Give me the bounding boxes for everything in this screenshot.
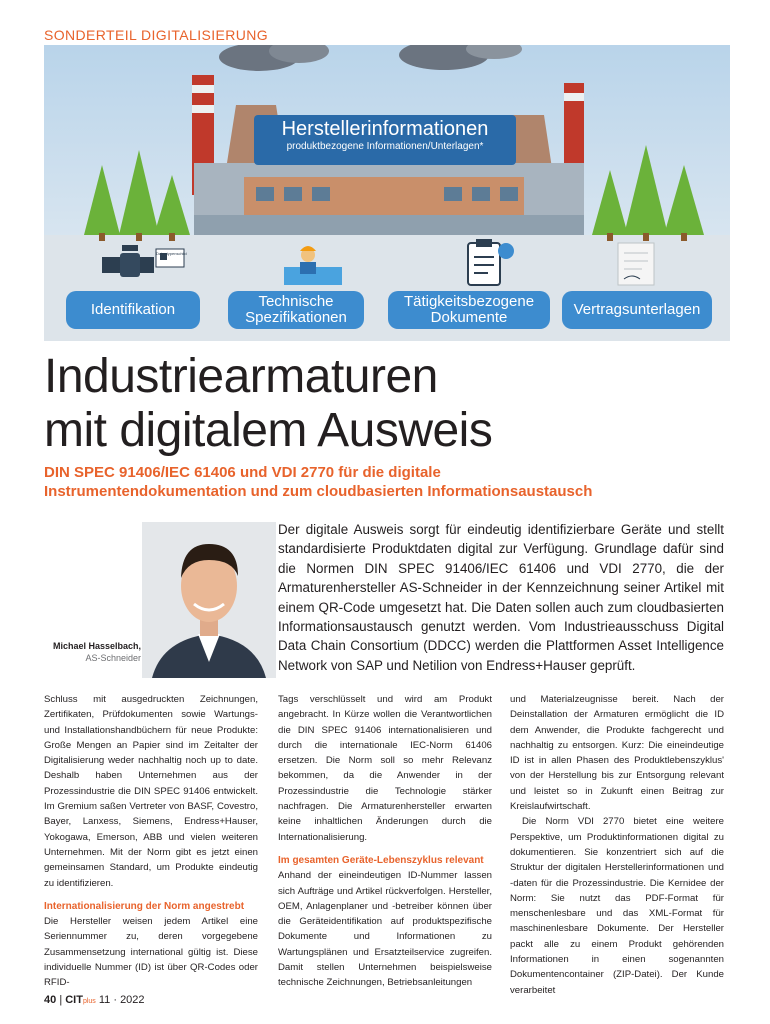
hero-title: Herstellerinformationen — [281, 118, 489, 140]
col2-heading: Im gesamten Geräte-Lebenszyklus relevant — [278, 854, 484, 866]
col3-paragraph-1: und Materialzeugnisse bereit. Nach der Deinstallation der Armaturen ermöglicht die ID dem Anwender, die Produkte fachgerecht und nachhaltig zu entsorgen. Kurz: Die eineindeutige ID ist in allen Phasen des Produktlebenszyklus' von der Herstellung bis zur Entsorgung relevant und leistet so in Zukunft einen Beitrag zur Kreislaufwirtschaft. — [510, 694, 724, 813]
body-column-2 — [278, 692, 492, 991]
footer-separator: | — [59, 994, 63, 1006]
headline-line-1: Industriearmaturen — [44, 350, 438, 403]
body-column-1 — [44, 692, 258, 991]
body-column-3 — [510, 692, 724, 998]
section-label: SONDERTEIL DIGITALISIERUNG — [44, 27, 269, 43]
col1-heading: Internationalisierung der Norm angestrebt — [44, 900, 245, 912]
col2-paragraph-1: Tags verschlüsselt und wird am Produkt angebracht. In Kürze wollen die Verantwortlichen die DIN SPEC 91406 internationalisieren und durch die internationale IEC-Norm 61406 ersetzen. Die Norm soll so mehr Relevanz bekommen, da die Anwender in der Prozessindustrie die Technologie stärker nachfragen. Die Armaturenhersteller erwarten keine inhaltlichen Änderungen durch die Internationalisierung. — [278, 694, 492, 843]
clipboard-icon — [458, 237, 518, 287]
brand-name: CIT — [65, 994, 83, 1006]
col3-paragraph-2: Die Norm VDI 2770 bietet eine weitere Perspektive, um Produktinformationen digital zu dokumentieren. Sie konzentriert sich auf die Struktur der digitalen Herstellerinformationen und -daten für die Prozessindustrie. Die Kernidee der Norm: Sie nutzt das PDF-Format für menschenlesbare und das XML-Format für maschinenlesbare Dokumente. Der Hersteller packt alle zu einem Produkt gehörenden Informationen in einen sogenannten Dokumentencontainer (ZIP-Datei). Der Kunde verarbeitet — [510, 816, 724, 996]
pill-identifikation: Identifikation — [66, 291, 200, 329]
brand-suffix: plus — [82, 998, 96, 1005]
subheadline-line-2: Instrumentendokumentation und zum cloudbasierten Informationsaustausch — [44, 483, 593, 500]
subheadline — [44, 463, 724, 501]
headline-line-2: mit digitalem Ausweis — [44, 404, 493, 457]
issue-number: 11 · 2022 — [98, 994, 145, 1006]
caption-company: AS-Schneider — [85, 653, 141, 663]
subheadline-line-1: DIN SPEC 91406/IEC 61406 und VDI 2770 für die digitale — [44, 464, 441, 481]
page-footer — [44, 994, 145, 1006]
portrait-illustration — [142, 522, 276, 678]
magazine-logo — [65, 994, 96, 1006]
col1-paragraph-2: Die Hersteller weisen jedem Artikel eine Seriennummer zu, deren vorgegebene Zusammensetzung international gültig ist. Diese individuelle Nummer (ID) ist über QR-Codes oder RFID- — [44, 916, 258, 989]
hero-infographic — [44, 45, 730, 341]
col1-paragraph-1: Schluss mit ausgedruckten Zeichnungen, Zertifikaten, Prüfdokumenten sowie Wartungs- und Installationshandbüchern für neue Produkte: Große Mengen an Papier sind im Zeitalter der Digitalisierung weder nachhaltig noch up to date. Deshalb haben Unternehmen aus der Prozessindustrie die DIN SPEC 91406 entwickelt. Im Gremium saßen Vertreter von BASF, Covestro, Bayer, Lanxess, Siemens, Endress+Hauser, Yokogawa, Emerson, ABB und vielen weiteren Unternehmen. Mit der Norm gibt es jetzt einen gemeinsamen Standard, um Produkte eindeutig zu identifizieren. — [44, 694, 258, 889]
photo-caption — [44, 640, 141, 664]
headline — [44, 350, 492, 458]
portrait-photo — [142, 522, 276, 678]
engineer-icon — [278, 241, 348, 287]
hero-title-banner — [262, 117, 508, 165]
hero-subtitle: produktbezogene Informationen/Unterlagen* — [286, 141, 484, 152]
col2-paragraph-2: Anhand der eineindeutigen ID-Nummer lassen sich Aufträge und Artikel rückverfolgen. Hersteller, OEM, Anlagenplaner und -betreiber können über die Geräteidentifikation auf produktspezifische Dokumente und Informationen zu Wartungsplänen und Ersatzteilservice zugreifen. Damit stellen Unternehmen beispielsweise technische Zeichnungen, Betriebsanleitungen — [278, 870, 492, 989]
pill-taetigkeitsbezogene-dokumente: Tätigkeitsbezogene Dokumente — [388, 291, 550, 329]
document-icon — [610, 239, 666, 287]
nameplate-label: Datentypenschild — [156, 251, 187, 256]
lead-paragraph: Der digitale Ausweis sorgt für eindeutig identifizierbare Geräte und stellt standardisierte Produktdaten digital zur Verfügung. Grundlage dafür sind die Normen DIN SPEC 91406/IEC 61406 und VDI 2770, die der Armaturenhersteller AS-Schneider in der Kennzeichnung seiner Artikel mit einem QR-Code umgesetzt hat. Die Daten sollen auch zum cloudbasierten Informationsaustausch genutzt werden. Vom Industrieausschuss Digital Data Chain Consortium (DDCC) werden die Plattformen Asset Intelligence Network von SAP und Netilion von Endress+Hauser geprüft. — [278, 522, 724, 673]
page-number: 40 — [44, 994, 57, 1006]
pill-vertragsunterlagen: Vertragsunterlagen — [562, 291, 712, 329]
pill-technische-spezifikationen: Technische Spezifikationen — [228, 291, 364, 329]
caption-name: Michael Hasselbach, — [52, 641, 141, 651]
valve-icon — [96, 241, 186, 283]
